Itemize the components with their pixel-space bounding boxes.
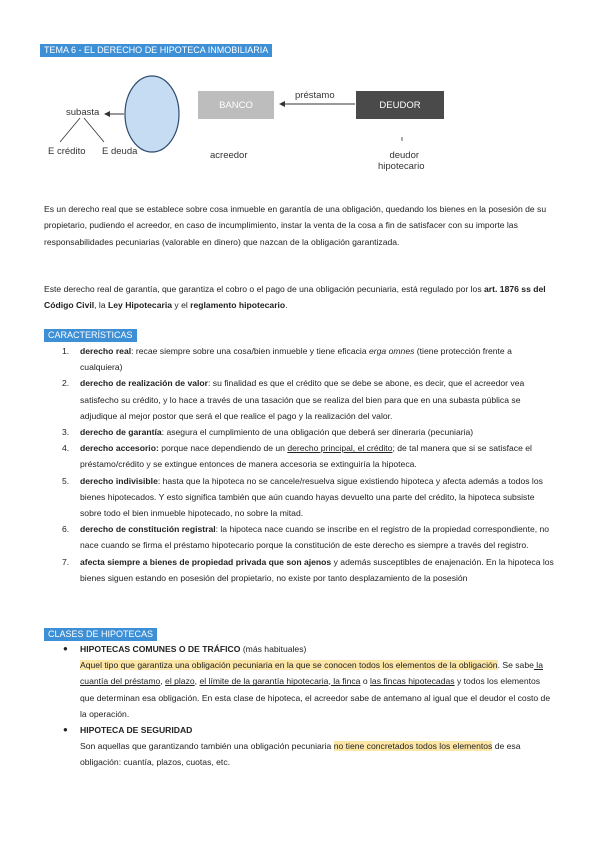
common-text-1: . Se sabe [497, 660, 534, 671]
common-text-2: , [160, 676, 166, 687]
item-title: derecho de constitución registral [80, 524, 216, 535]
label-acreedor: acreedor [210, 150, 248, 161]
property-circle [125, 76, 179, 152]
security-title: HIPOTECA DE SEGURIDAD [80, 725, 193, 736]
regulation-sep2: y el [172, 300, 188, 311]
regulation-ley-hipotecaria: Ley Hipotecaria [108, 300, 172, 311]
label-e-deuda: E deuda [102, 146, 138, 157]
item-number: 1. [62, 346, 70, 356]
label-deudor-line2: hipotecario [378, 161, 425, 172]
common-underline-1: la cuantía del préstamo [80, 660, 543, 687]
branch-right [84, 118, 104, 142]
list-item [62, 521, 556, 553]
item-text-b: ; de tal manera que si se satisface el préstamo/crédito y se extingue entonces de manera accesoria se extinguiría la hipoteca. [80, 443, 532, 470]
definition-paragraph: Es un derecho real que se establece sobre cosa inmueble en garantía de una obligación, quedando los bienes en la posesión de su propietario, pudiendo el acreedor, en caso de incumplimiento, instar la venta de la cosa a fin de satisfacer con su importe las responsabilidades pecuniarias (valorable en dinero) que nazcan de la obligación garantizada. [44, 204, 547, 247]
arrow-head-prestamo [279, 101, 285, 107]
list-item-common-mortgage [63, 641, 556, 722]
label-deudor-hipotecario [378, 150, 425, 172]
item-number: 7. [62, 556, 70, 567]
item-title: derecho accesorio: [80, 443, 159, 454]
item-italic: erga omnes [369, 346, 415, 356]
item-text: : asegura el cumplimiento de una obligación que deberá ser dineraria (pecuniaria) [161, 427, 474, 438]
item-number: 3. [62, 427, 70, 438]
item-text: : su finalidad es que el crédito que se debe se abone, es decir, que el acreedor vea satisfecho su crédito, y lo hace a través de una tasación que se realiza del bien para que en una subasta pública se adjudique al mejor postor que será el que realice el pago y la realización del valor. [80, 378, 525, 421]
item-number: 2. [62, 378, 70, 389]
common-note: (más habituales) [240, 644, 307, 654]
common-title: HIPOTECAS COMUNES O DE TRÁFICO [80, 644, 241, 654]
list-item [62, 473, 556, 522]
item-number: 6. [62, 524, 70, 535]
label-prestamo: préstamo [295, 90, 335, 101]
label-e-credito: E crédito [48, 146, 86, 157]
common-text-4: , [328, 676, 331, 687]
common-underline-2: el plazo [165, 676, 195, 687]
list-item [62, 375, 556, 424]
list-item [62, 343, 556, 375]
item-text: : hasta que la hipoteca no se cancele/resuelva sigue existiendo hipoteca y afecta además a todos los bienes hipotecados. Y esto significa también que aún cuando hayas devuelto una parte del crédito, la hipoteca subsiste sobre todo el bien inmueble hipotecado, no sobre la mitad. [80, 475, 543, 519]
label-deudor-line1: deudor [389, 150, 420, 161]
page-title: TEMA 6 - EL DERECHO DE HIPOTECA INMOBILIARIA [40, 44, 272, 57]
regulation-reglamento: reglamento hipotecario [190, 300, 286, 311]
characteristics-heading: CARACTERÍSTICAS [44, 329, 137, 342]
list-item-security-mortgage [63, 722, 556, 771]
item-text: : la hipoteca nace cuando se inscribe en el registro de la propiedad correspondiente, no nace cuando se firma el préstamo hipotecario porque la constitución de este derecho es siempre a través del registro. [80, 524, 550, 551]
item-title: afecta siempre a bienes de propiedad privada que son ajenos [80, 556, 332, 567]
common-underline-5: las fincas hipotecadas [370, 676, 455, 687]
item-title: derecho indivisible [80, 475, 158, 486]
item-underline: derecho principal, el crédito [287, 443, 393, 454]
common-text-3: , [194, 676, 200, 687]
item-text: porque nace dependiendo de un [158, 443, 288, 454]
list-item [62, 554, 556, 586]
common-underline-3: el límite de la garantía hipotecaria [199, 676, 329, 687]
regulation-end: . [285, 300, 288, 311]
bullet-icon: ● [63, 725, 68, 735]
list-item [62, 424, 556, 440]
characteristics-list [44, 343, 556, 586]
item-title: derecho de garantía [80, 427, 162, 438]
branch-left [60, 118, 80, 142]
bullet-icon: ● [63, 644, 68, 653]
item-number: 4. [62, 443, 70, 454]
regulation-sep1: , la [94, 300, 106, 311]
list-item [62, 440, 556, 472]
label-subasta: subasta [66, 107, 100, 118]
item-title: derecho de realización de valor [80, 378, 208, 389]
banco-box: BANCO [198, 91, 274, 119]
regulation-text: Este derecho real de garantía, que garantiza el cobro o el pago de una obligación pecuniaria, está regulado por los [44, 284, 482, 294]
types-heading: CLASES DE HIPOTECAS [44, 628, 157, 641]
types-list [44, 641, 556, 771]
common-underline-4: la finca [330, 676, 361, 687]
deudor-box: DEUDOR [356, 91, 444, 119]
item-text: y además susceptibles de enajenación. En la hipoteca los bienes siguen estando en posesión del propietario, no existe por tanto desplazamiento de la posesión [80, 556, 554, 583]
regulation-codigo-civil: art. 1876 ss del Código Civil [44, 284, 546, 311]
common-highlight: Aquel tipo que garantiza una obligación pecuniaria en la que se conocen todos los elementos de la obligación [80, 660, 498, 671]
item-tail: (tiene protección frente a cualquiera) [80, 346, 512, 373]
item-number: 5. [62, 475, 70, 486]
security-text-1: Son aquellas que garantizando también una obligación pecuniaria [80, 741, 334, 752]
common-text-5: o [360, 676, 371, 687]
security-text-2: de esa obligación: cuantía, plazos, cuotas, etc. [80, 741, 521, 768]
common-text-6: y todos los elementos que determinan esa obligación. En esta clase de hipoteca, el acreedor sabe de antemano al igual que el deudor el costo de la operación. [80, 676, 551, 719]
item-text: : recae siempre sobre una cosa/bien inmueble y tiene eficacia [131, 346, 370, 356]
arrow-head-subasta [104, 111, 110, 117]
item-title: derecho real [80, 346, 132, 356]
regulation-paragraph [44, 281, 556, 314]
security-highlight: no tiene concretados todos los elementos [333, 741, 493, 752]
